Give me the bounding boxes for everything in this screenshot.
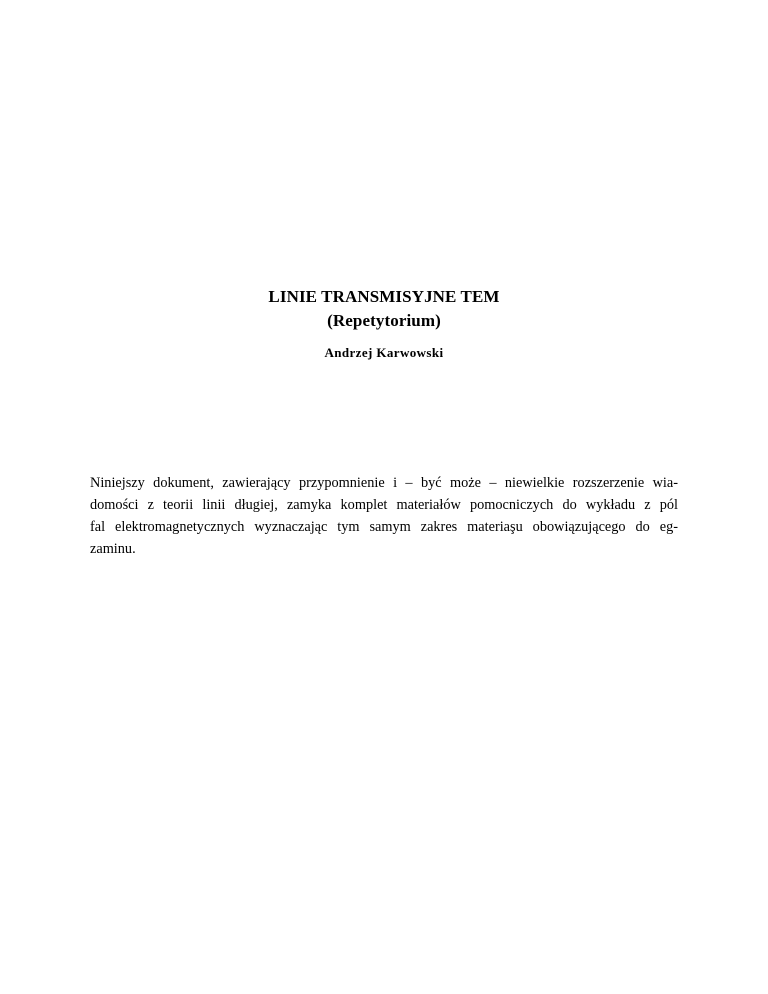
abstract-line: Niniejszy dokument, zawierający przypomnienie i – być może – niewielkie rozszerzenie wia-: [90, 475, 678, 491]
document-title: LINIE TRANSMISYJNE TEM: [268, 287, 500, 306]
abstract-line: fal elektromagnetycznych wyznaczając tym samym zakres materiaşu obowiązującego do eg-: [90, 519, 678, 535]
abstract-line: zaminu.: [90, 541, 136, 557]
document-author: Andrzej Karwowski: [324, 345, 444, 360]
document-subtitle: (Repetytorium): [327, 311, 441, 330]
abstract-line: domości z teorii linii długiej, zamyka komplet materiałów pomocniczych do wykładu z pól: [90, 497, 678, 513]
abstract-paragraph: [90, 472, 678, 560]
